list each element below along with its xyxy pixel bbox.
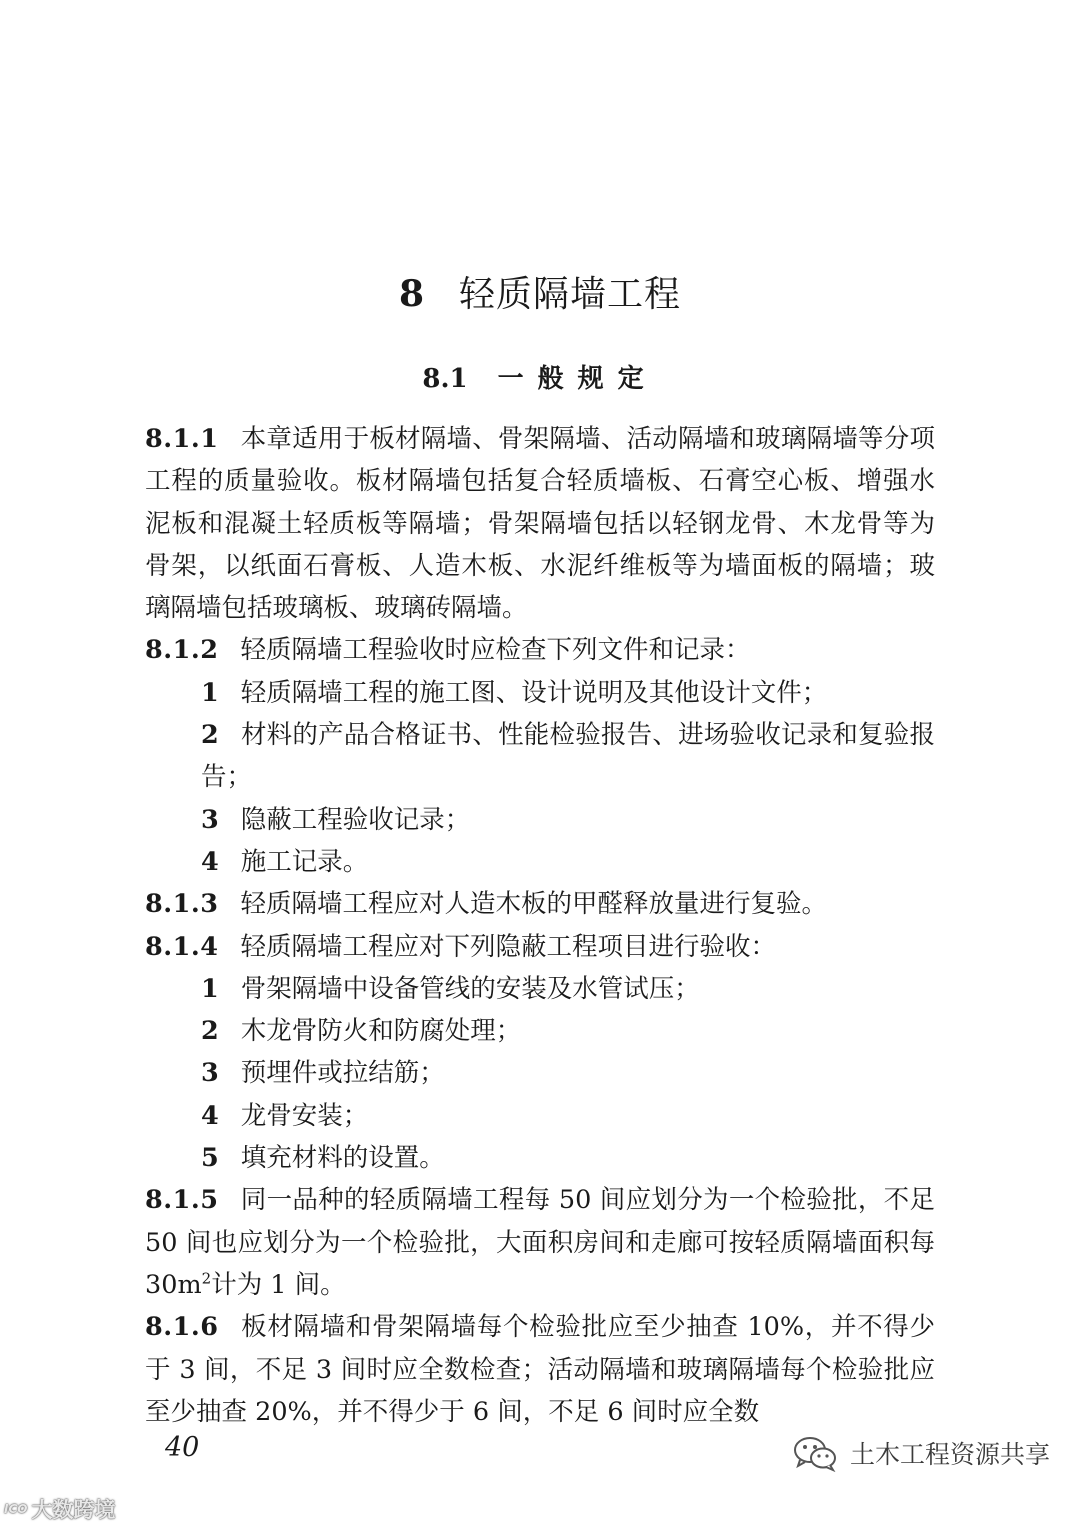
chapter-number: 8 bbox=[398, 273, 426, 315]
clause-number: 8.1.1 bbox=[145, 424, 219, 454]
item-text: 木龙骨防火和防腐处理； bbox=[240, 1016, 522, 1047]
clause-text: 同一品种的轻质隔墙工程每 50 间应划分为一个检验批，不足 50 间也应划分为一个检验批，大面积房间和走廊可按轻质隔墙面积每 30m bbox=[145, 1185, 935, 1300]
item-text: 龙骨安装； bbox=[240, 1100, 369, 1131]
wechat-watermark bbox=[790, 1428, 1050, 1478]
item-text: 填充材料的设置。 bbox=[240, 1143, 445, 1174]
chapter-title-text: 轻质隔墙工程 bbox=[459, 274, 682, 315]
list-item bbox=[145, 1095, 935, 1137]
list-item bbox=[145, 714, 935, 799]
item-text: 骨架隔墙中设备管线的安装及水管试压； bbox=[240, 973, 700, 1004]
clause-8-1-1 bbox=[145, 418, 935, 629]
item-number: 1 bbox=[201, 973, 219, 1004]
clause-text-end: 计为 1 间。 bbox=[211, 1269, 346, 1300]
item-text: 材料的产品合格证书、性能检验报告、进场验收记录和复验报告； bbox=[201, 720, 935, 793]
list-item bbox=[145, 672, 935, 714]
body-text bbox=[145, 418, 935, 1433]
item-number: 4 bbox=[201, 846, 219, 877]
clause-text: 轻质隔墙工程应对人造木板的甲醛释放量进行复验。 bbox=[240, 889, 827, 920]
wechat-icon bbox=[790, 1433, 840, 1473]
corner-watermark bbox=[4, 1494, 115, 1524]
clause-8-1-3 bbox=[145, 883, 935, 925]
item-number: 2 bbox=[201, 1016, 219, 1047]
clause-number: 8.1.5 bbox=[145, 1185, 219, 1216]
list-item bbox=[145, 841, 935, 883]
list-item bbox=[145, 1052, 935, 1094]
clause-number: 8.1.2 bbox=[145, 635, 219, 666]
list-item bbox=[145, 1137, 935, 1179]
watermark-logo-icon: ICO bbox=[4, 1502, 28, 1516]
item-text: 施工记录。 bbox=[240, 846, 369, 877]
item-text: 轻质隔墙工程的施工图、设计说明及其他设计文件； bbox=[240, 677, 828, 708]
clause-text: 轻质隔墙工程验收时应检查下列文件和记录： bbox=[240, 635, 751, 666]
item-number: 4 bbox=[201, 1100, 219, 1131]
item-text: 预埋件或拉结筋； bbox=[240, 1058, 445, 1089]
list-item bbox=[145, 968, 935, 1010]
clause-8-1-2 bbox=[145, 629, 935, 671]
list-item bbox=[145, 799, 935, 841]
clause-text: 板材隔墙和骨架隔墙每个检验批应至少抽查 10%，并不得少于 3 间，不足 3 间时应全数检查；活动隔墙和玻璃隔墙每个检验批应至少抽查 20%，并不得少于 6 间，不足 6 间时应全数 bbox=[145, 1312, 935, 1427]
item-number: 3 bbox=[201, 1058, 219, 1089]
item-number: 5 bbox=[201, 1143, 219, 1174]
item-number: 1 bbox=[201, 677, 219, 708]
page-number: 40 bbox=[165, 1432, 200, 1463]
section-title-text: 一般规定 bbox=[497, 364, 658, 394]
superscript: 2 bbox=[201, 1269, 212, 1288]
clause-8-1-5 bbox=[145, 1179, 935, 1306]
item-number: 2 bbox=[201, 720, 219, 751]
clause-number: 8.1.4 bbox=[145, 931, 219, 962]
clause-text: 本章适用于板材隔墙、骨架隔墙、活动隔墙和玻璃隔墙等分项工程的质量验收。板材隔墙包括复合轻质墙板、石膏空心板、增强水泥板和混凝土轻质板等隔墙；骨架隔墙包括以轻钢龙骨、木龙骨等为骨架，以纸面石膏板、人造木板、水泥纤维板等为墙面板的隔墙；玻璃隔墙包括玻璃板、玻璃砖隔墙。 bbox=[145, 424, 935, 624]
watermark-text: 土木工程资源共享 bbox=[849, 1440, 1050, 1469]
item-text: 隐蔽工程验收记录； bbox=[240, 804, 471, 835]
clause-8-1-6 bbox=[145, 1306, 935, 1433]
section-number: 8.1 bbox=[422, 364, 468, 394]
chapter-title bbox=[0, 266, 1080, 317]
list-item bbox=[145, 1010, 935, 1052]
item-number: 3 bbox=[201, 804, 219, 835]
clause-text: 轻质隔墙工程应对下列隐蔽工程项目进行验收： bbox=[240, 931, 776, 962]
section-title bbox=[0, 358, 1080, 395]
clause-8-1-4 bbox=[145, 926, 935, 968]
clause-number: 8.1.6 bbox=[145, 1312, 219, 1343]
watermark-left-text: 大数跨境 bbox=[31, 1498, 116, 1522]
clause-number: 8.1.3 bbox=[145, 889, 219, 920]
